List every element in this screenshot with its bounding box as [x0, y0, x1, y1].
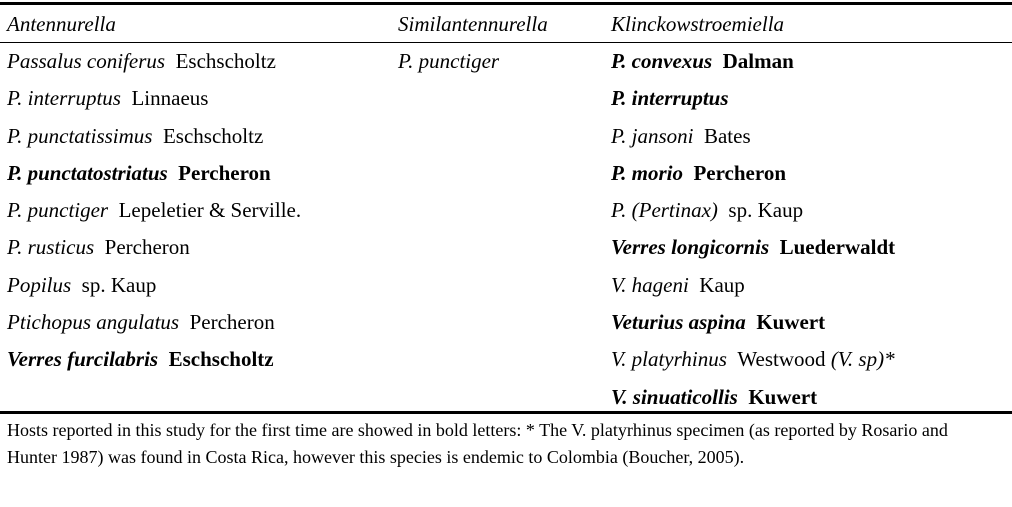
table-row [611, 118, 895, 155]
species-author: Percheron [178, 160, 271, 185]
species-name: P. morio [611, 160, 683, 185]
species-name: Verres longicornis [611, 235, 770, 260]
species-note: (V. sp)* [830, 347, 895, 372]
species-name: Verres furcilabris [7, 347, 159, 372]
species-name: Veturius aspina [611, 310, 746, 335]
species-author: Kuwert [748, 384, 818, 409]
table-row [7, 155, 301, 192]
column-similantennurella [398, 43, 499, 80]
species-author: sp. Kaup [728, 198, 804, 223]
species-author: Eschscholtz [175, 49, 276, 73]
table-row [7, 43, 301, 80]
species-name: P. interruptus [611, 86, 729, 111]
species-name: V. platyrhinus [611, 347, 727, 372]
species-author: Percheron [104, 235, 190, 260]
column-antennurella [7, 43, 301, 379]
species-author: Bates [703, 123, 751, 148]
species-author: Dalman [722, 49, 794, 73]
species-name: V. sinuaticollis [611, 384, 738, 409]
table-row [7, 118, 301, 155]
species-name: P. punctatissimus [7, 123, 153, 148]
species-author: Linnaeus [131, 86, 209, 111]
species-author: Westwood [737, 347, 826, 372]
species-author: Eschscholtz [168, 347, 274, 372]
table-row [611, 43, 895, 80]
header-klinckowstroemiella: Klinckowstroemiella [611, 12, 785, 36]
species-name: P. rusticus [7, 235, 95, 260]
species-name: P. interruptus [7, 86, 121, 111]
species-name: P. convexus [611, 49, 713, 73]
table-row [398, 43, 499, 80]
table-row [7, 192, 301, 229]
table-row [7, 341, 301, 378]
table-row [7, 304, 301, 341]
table-row [7, 80, 301, 117]
species-author: Luederwaldt [779, 235, 896, 260]
species-author: Kaup [699, 272, 745, 297]
table-top-rule [0, 2, 1012, 5]
table-footnote: Hosts reported in this study for the first time are showed in bold letters: * The V. platyrhinus specimen (as reported by Rosario and Hunter 1987) was found in Costa Rica, however this species is endemic to Colombia (Boucher, 2005). [7, 420, 948, 467]
table-row [611, 155, 895, 192]
species-name: P. punctiger [398, 49, 500, 73]
header-similantennurella: Similantennurella [398, 12, 548, 36]
species-author: sp. Kaup [81, 272, 157, 297]
species-name: Ptichopus angulatus [7, 310, 180, 335]
table-bottom-rule [0, 411, 1012, 414]
table-row [611, 229, 895, 266]
table-row [7, 229, 301, 266]
species-name: P. jansoni [611, 123, 694, 148]
species-author: Percheron [189, 310, 275, 335]
species-author: Lepeletier & Serville. [118, 198, 302, 223]
table-row [611, 267, 895, 304]
table-row [611, 192, 895, 229]
column-klinckowstroemiella [611, 43, 895, 416]
table-row [611, 304, 895, 341]
species-name: V. hageni [611, 272, 689, 297]
table-row [7, 267, 301, 304]
header-antennurella: Antennurella [7, 12, 116, 36]
species-author: Percheron [693, 160, 786, 185]
species-name: P. punctatostriatus [7, 160, 168, 185]
species-author: Kuwert [756, 310, 826, 335]
species-name: P. (Pertinax) [611, 198, 718, 223]
species-name: Popilus [7, 272, 72, 297]
species-name: P. punctiger [7, 198, 109, 223]
species-author: Eschscholtz [162, 123, 264, 148]
table-row [611, 341, 895, 378]
species-name: Passalus coniferus [7, 49, 166, 73]
table-row [611, 80, 895, 117]
